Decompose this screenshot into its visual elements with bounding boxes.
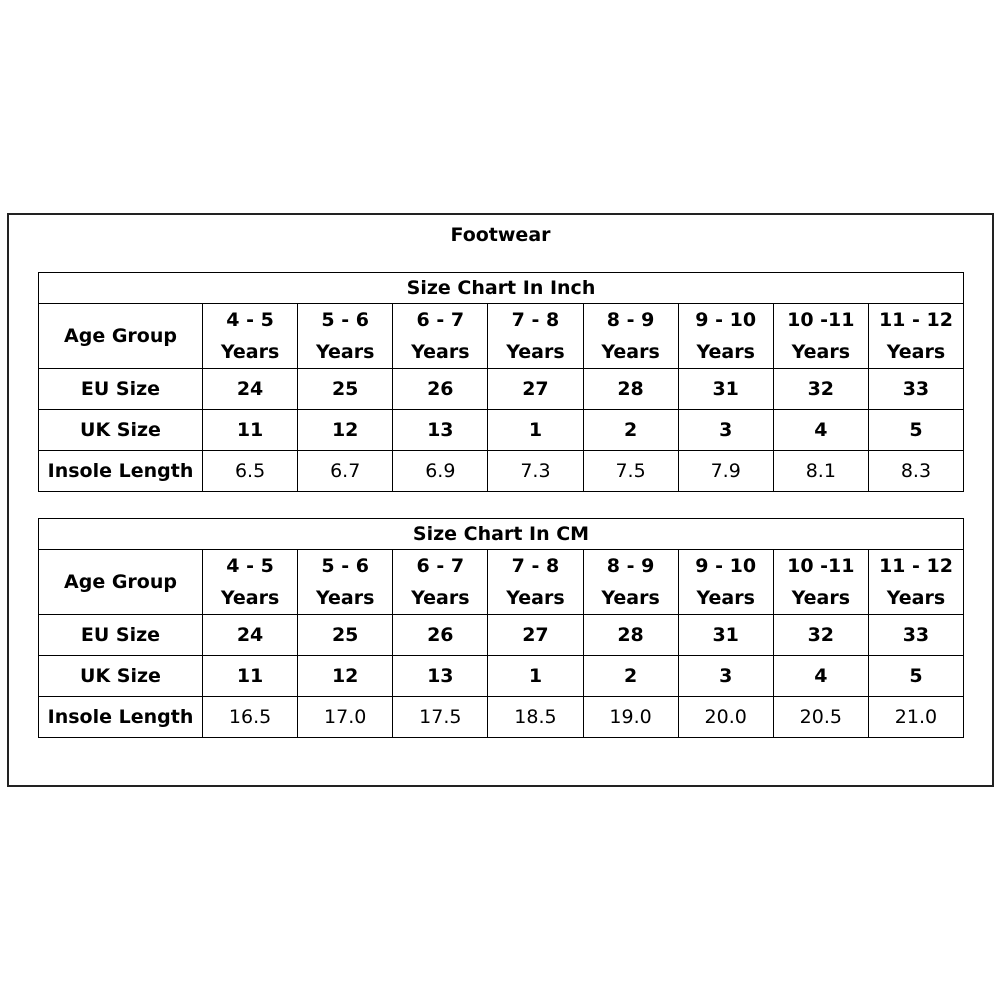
age-group-cell bbox=[773, 304, 868, 369]
eu-size-cell: 24 bbox=[203, 615, 298, 656]
uk-size-cell: 12 bbox=[298, 656, 393, 697]
age-group-cell bbox=[773, 550, 868, 615]
insole-length-row bbox=[39, 451, 964, 492]
insole-length-cell: 16.5 bbox=[203, 697, 298, 738]
age-range: 11 - 12 bbox=[878, 555, 953, 577]
insole-length-cell: 20.0 bbox=[678, 697, 773, 738]
age-range: 4 - 5 bbox=[226, 309, 274, 331]
age-group-cell bbox=[678, 304, 773, 369]
row-label-insole-length: Insole Length bbox=[39, 697, 203, 738]
age-unit: Years bbox=[506, 587, 565, 609]
age-range: 7 - 8 bbox=[511, 309, 560, 331]
eu-size-row bbox=[39, 615, 964, 656]
insole-length-cell: 17.5 bbox=[393, 697, 488, 738]
eu-size-cell: 32 bbox=[773, 369, 868, 410]
insole-length-cell: 7.5 bbox=[583, 451, 678, 492]
uk-size-cell: 1 bbox=[488, 656, 583, 697]
uk-size-cell: 4 bbox=[773, 656, 868, 697]
age-unit: Years bbox=[696, 587, 755, 609]
age-unit: Years bbox=[220, 587, 280, 609]
uk-size-cell: 13 bbox=[393, 410, 488, 451]
uk-size-cell: 4 bbox=[773, 410, 868, 451]
age-range: 4 - 5 bbox=[226, 555, 274, 577]
insole-length-cell: 8.3 bbox=[868, 451, 963, 492]
uk-size-cell: 5 bbox=[868, 410, 963, 451]
age-group-cell bbox=[393, 304, 488, 369]
age-unit: Years bbox=[220, 341, 280, 363]
age-group-cell bbox=[203, 304, 298, 369]
eu-size-cell: 33 bbox=[868, 615, 963, 656]
age-range: 8 - 9 bbox=[606, 309, 655, 331]
row-label-age-group: Age Group bbox=[39, 550, 203, 615]
age-unit: Years bbox=[696, 341, 755, 363]
row-label-uk-size: UK Size bbox=[39, 656, 203, 697]
eu-size-cell: 32 bbox=[773, 615, 868, 656]
age-unit: Years bbox=[601, 341, 660, 363]
age-group-cell bbox=[203, 550, 298, 615]
insole-length-cell: 18.5 bbox=[488, 697, 583, 738]
uk-size-cell: 3 bbox=[678, 410, 773, 451]
age-unit: Years bbox=[411, 341, 470, 363]
age-range: 6 - 7 bbox=[416, 555, 465, 577]
insole-length-cell: 20.5 bbox=[773, 697, 868, 738]
age-unit: Years bbox=[886, 587, 946, 609]
age-unit: Years bbox=[791, 587, 851, 609]
age-range: 10 -11 bbox=[787, 309, 855, 331]
uk-size-cell: 13 bbox=[393, 656, 488, 697]
insole-length-cell: 7.3 bbox=[488, 451, 583, 492]
age-range: 5 - 6 bbox=[321, 555, 369, 577]
insole-length-cell: 19.0 bbox=[583, 697, 678, 738]
age-group-cell bbox=[583, 304, 678, 369]
age-range: 9 - 10 bbox=[695, 309, 757, 331]
age-unit: Years bbox=[601, 587, 660, 609]
age-group-cell bbox=[393, 550, 488, 615]
eu-size-cell: 27 bbox=[488, 615, 583, 656]
uk-size-cell: 12 bbox=[298, 410, 393, 451]
row-label-eu-size: EU Size bbox=[39, 369, 203, 410]
age-range: 9 - 10 bbox=[695, 555, 757, 577]
age-range: 5 - 6 bbox=[321, 309, 369, 331]
age-range: 8 - 9 bbox=[606, 555, 655, 577]
eu-size-cell: 33 bbox=[868, 369, 963, 410]
uk-size-cell: 2 bbox=[583, 410, 678, 451]
age-unit: Years bbox=[315, 341, 375, 363]
insole-length-cell: 6.5 bbox=[203, 451, 298, 492]
row-label-eu-size: EU Size bbox=[39, 615, 203, 656]
age-group-cell bbox=[298, 304, 393, 369]
insole-length-cell: 6.7 bbox=[298, 451, 393, 492]
age-unit: Years bbox=[411, 587, 470, 609]
age-unit: Years bbox=[886, 341, 946, 363]
uk-size-cell: 3 bbox=[678, 656, 773, 697]
insole-length-cell: 21.0 bbox=[868, 697, 963, 738]
uk-size-cell: 2 bbox=[583, 656, 678, 697]
age-group-cell bbox=[488, 550, 583, 615]
table-caption: Size Chart In Inch bbox=[39, 273, 964, 304]
age-group-cell bbox=[868, 550, 963, 615]
insole-length-cell: 8.1 bbox=[773, 451, 868, 492]
age-range: 7 - 8 bbox=[511, 555, 560, 577]
age-group-cell bbox=[678, 550, 773, 615]
age-group-cell bbox=[868, 304, 963, 369]
uk-size-row bbox=[39, 410, 964, 451]
insole-length-cell: 7.9 bbox=[678, 451, 773, 492]
eu-size-cell: 31 bbox=[678, 369, 773, 410]
age-range: 10 -11 bbox=[787, 555, 855, 577]
eu-size-cell: 31 bbox=[678, 615, 773, 656]
uk-size-cell: 11 bbox=[203, 656, 298, 697]
age-range: 6 - 7 bbox=[416, 309, 465, 331]
eu-size-cell: 26 bbox=[393, 369, 488, 410]
eu-size-cell: 28 bbox=[583, 369, 678, 410]
eu-size-cell: 24 bbox=[203, 369, 298, 410]
age-unit: Years bbox=[791, 341, 851, 363]
size-table-inch bbox=[38, 272, 964, 492]
row-label-age-group: Age Group bbox=[39, 304, 203, 369]
eu-size-row bbox=[39, 369, 964, 410]
uk-size-cell: 5 bbox=[868, 656, 963, 697]
age-group-cell bbox=[298, 550, 393, 615]
insole-length-row bbox=[39, 697, 964, 738]
age-unit: Years bbox=[315, 587, 375, 609]
uk-size-cell: 1 bbox=[488, 410, 583, 451]
age-unit: Years bbox=[506, 341, 565, 363]
age-group-row bbox=[39, 550, 964, 615]
eu-size-cell: 28 bbox=[583, 615, 678, 656]
insole-length-cell: 6.9 bbox=[393, 451, 488, 492]
eu-size-cell: 25 bbox=[298, 369, 393, 410]
row-label-uk-size: UK Size bbox=[39, 410, 203, 451]
uk-size-cell: 11 bbox=[203, 410, 298, 451]
uk-size-row bbox=[39, 656, 964, 697]
age-group-cell bbox=[583, 550, 678, 615]
insole-length-cell: 17.0 bbox=[298, 697, 393, 738]
footwear-size-chart bbox=[7, 213, 994, 787]
age-group-row bbox=[39, 304, 964, 369]
page-title: Footwear bbox=[450, 224, 551, 246]
eu-size-cell: 26 bbox=[393, 615, 488, 656]
size-table-cm bbox=[38, 518, 964, 738]
eu-size-cell: 25 bbox=[298, 615, 393, 656]
age-group-cell bbox=[488, 304, 583, 369]
eu-size-cell: 27 bbox=[488, 369, 583, 410]
table-caption: Size Chart In CM bbox=[39, 519, 964, 550]
age-range: 11 - 12 bbox=[878, 309, 953, 331]
row-label-insole-length: Insole Length bbox=[39, 451, 203, 492]
